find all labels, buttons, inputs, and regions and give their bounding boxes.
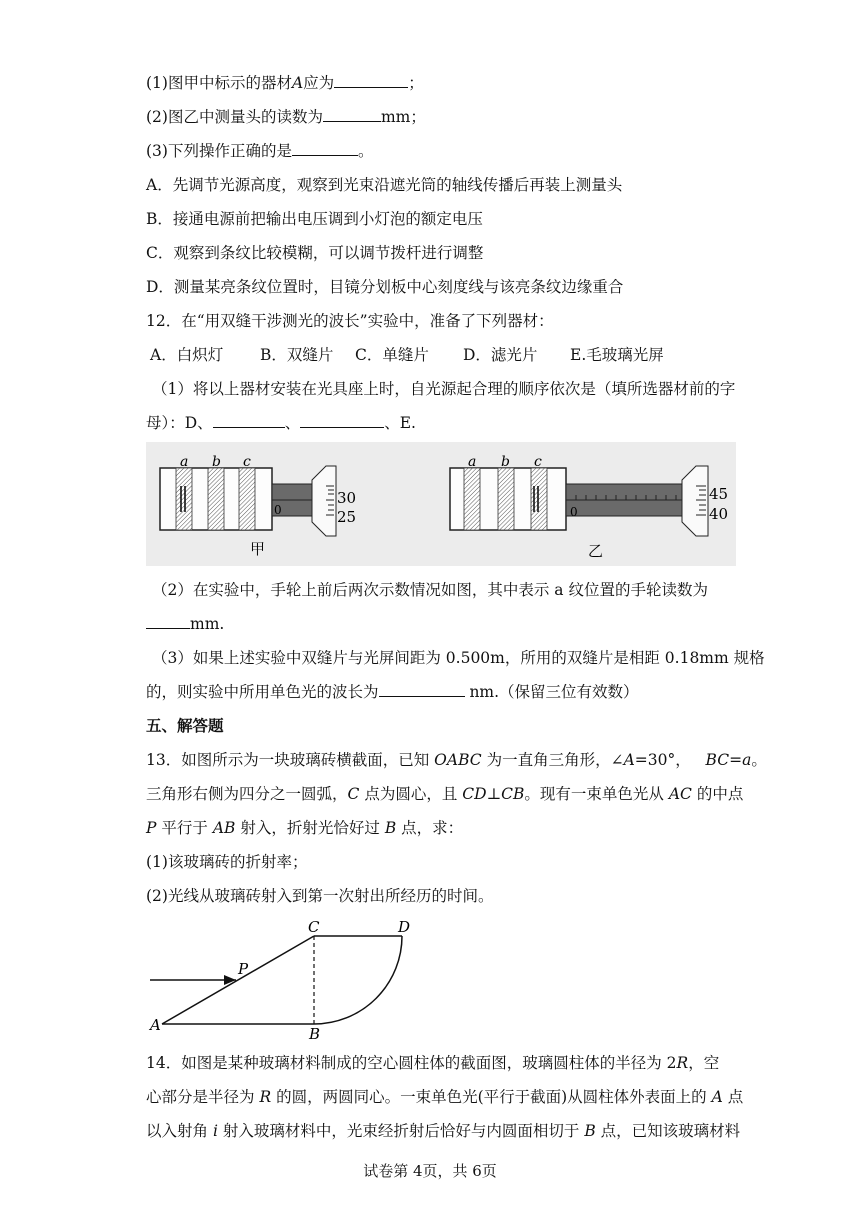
- arrow-icon: [224, 975, 236, 985]
- var-BC: BC: [705, 751, 730, 769]
- q11-sub3-text: (3)下列操作正确的是: [146, 142, 292, 160]
- sleeve-zero: 0: [274, 503, 282, 517]
- var-A: A: [291, 74, 304, 92]
- text: 。: [751, 751, 767, 769]
- point-label-P: P: [238, 960, 249, 978]
- q14-line1: [146, 1053, 719, 1073]
- var-CD: CD: [462, 785, 487, 803]
- var-R: R: [676, 1054, 689, 1072]
- section-heading: 五、解答题: [146, 717, 224, 735]
- drum-reading-bottom: 40: [709, 505, 729, 523]
- punct: 、E.: [384, 414, 416, 432]
- var-B: B: [384, 819, 397, 837]
- q11-option-d: D．测量某亮条纹位置时，目镜分划板中心刻度线与该亮条纹边缘重合: [146, 278, 624, 296]
- q12-stem: 12．在“用双缝干涉测光的波长”实验中，准备了下列器材：: [146, 312, 554, 330]
- glass-brick-figure: [146, 916, 426, 1042]
- q11-sub1: [146, 73, 424, 93]
- q12-sub3-text2: nm.（保留三位有效数）: [464, 683, 639, 701]
- q13-sub2: (2)光线从玻璃砖射入到第一次射出所经历的时间。: [146, 887, 494, 905]
- var-AC: AC: [668, 785, 692, 803]
- q11-option-b: B．接通电源前把输出电压调到小灯泡的额定电压: [146, 210, 483, 228]
- q12-item: D．滤光片: [463, 346, 538, 364]
- q11-sub3: [146, 141, 373, 161]
- q12-sub1-line1: （1）将以上器材安装在光具座上时，自光源起合理的顺序依次是（填所选器材前的字: [152, 380, 736, 398]
- q11-option-c: C．观察到条纹比较模糊，可以调节拨杆进行调整: [146, 244, 484, 262]
- fringe-label-a: a: [180, 454, 189, 470]
- unit-text: mm；: [380, 108, 426, 126]
- var-OABC: OABC: [434, 751, 482, 769]
- q13-line2: [146, 784, 743, 804]
- arc-DB: [314, 936, 402, 1024]
- text: 14．如图是某种玻璃材料制成的空心圆柱体的截面图，玻璃圆柱体的半径为 2: [146, 1054, 677, 1072]
- text: 的圆，两圆同心。一束单色光(平行于截面)从圆柱体外表面上的: [276, 1088, 707, 1106]
- text: =: [729, 751, 743, 769]
- text: 点为圆心，且: [364, 785, 458, 803]
- q11-sub2-text: (2)图乙中测量头的读数为: [146, 108, 323, 126]
- punct: 、: [284, 414, 301, 432]
- fringe-label-c: c: [243, 454, 251, 470]
- q12-sub3-line1: （3）如果上述实验中双缝片与光屏间距为 0.500m，所用的双缝片是相距 0.18mm 规格: [152, 649, 765, 667]
- text: 射入，折射光恰好过: [240, 819, 380, 837]
- text: 13．如图所示为一块玻璃砖横截面，已知: [146, 751, 430, 769]
- q13-line3: [146, 818, 463, 838]
- var-AB: AB: [212, 819, 236, 837]
- q12-item: E.毛玻璃光屏: [570, 346, 664, 364]
- q12-sub1-text: 母）：D、: [146, 414, 213, 432]
- punct: ；: [408, 74, 424, 92]
- var-P: P: [146, 819, 157, 837]
- text: 心部分是半径为: [146, 1088, 255, 1106]
- var-A: A: [711, 1088, 723, 1106]
- text: 。现有一束单色光从: [524, 785, 664, 803]
- q13-line1: [146, 750, 767, 770]
- point-label-A: A: [150, 1016, 161, 1034]
- answer-blank[interactable]: [292, 141, 358, 156]
- q12-sub1-line2: [146, 413, 416, 433]
- q11-sub1-text2: 应为: [303, 74, 335, 92]
- text: =30°，: [634, 751, 691, 769]
- fringe-label-b: b: [501, 454, 510, 470]
- text: ，空: [688, 1054, 720, 1072]
- unit-text: mm.: [190, 615, 225, 633]
- q13-sub1: (1)该玻璃砖的折射率；: [146, 853, 308, 871]
- q12-sub3-line2: [146, 682, 639, 702]
- q12-sub2-line2: [146, 614, 224, 634]
- q12-item: A．白炽灯: [150, 346, 224, 364]
- fringe-label-c: c: [534, 454, 542, 470]
- var-R: R: [259, 1088, 272, 1106]
- thimble: [312, 466, 336, 536]
- q12-sub2-line1: （2）在实验中，手轮上前后两次示数情况如图，其中表示 a 纹位置的手轮读数为: [152, 581, 708, 599]
- text: 平行于: [161, 819, 208, 837]
- fringe-label-a: a: [468, 454, 477, 470]
- answer-blank[interactable]: [146, 614, 190, 629]
- thimble: [682, 466, 708, 536]
- point-label-C: C: [308, 918, 320, 936]
- q12-sub3-text: 的，则实验中所用单色光的波长为: [146, 683, 379, 701]
- text: 三角形右侧为四分之一圆弧，: [146, 785, 348, 803]
- q14-line2: [146, 1087, 743, 1107]
- point-label-B: B: [309, 1025, 321, 1042]
- text: 射入玻璃材料中，光束经折射后恰好与内圆面相切于: [222, 1122, 580, 1140]
- fringe-label-b: b: [212, 454, 221, 470]
- var-CB: CB: [501, 785, 525, 803]
- var-C: C: [347, 785, 360, 803]
- micrometer-figures: [146, 442, 736, 566]
- q11-sub2: [146, 107, 426, 127]
- text: 以入射角: [146, 1122, 209, 1140]
- var-i: i: [212, 1122, 218, 1140]
- q11-option-a: A．先调节光源高度，观察到光束沿遮光筒的轴线传播后再装上测量头: [146, 176, 623, 194]
- answer-blank[interactable]: [323, 107, 381, 122]
- text: 点，求：: [401, 819, 464, 837]
- point-label-D: D: [398, 918, 411, 936]
- text: ⊥: [486, 785, 502, 803]
- answer-blank[interactable]: [334, 73, 408, 88]
- answer-blank[interactable]: [213, 413, 285, 428]
- q12-item: B．双缝片: [260, 346, 334, 364]
- var-A: A: [623, 751, 635, 769]
- drum-reading-bottom: 25: [337, 508, 357, 526]
- sleeve-zero: 0: [570, 505, 578, 519]
- drum-reading-top: 30: [337, 489, 357, 507]
- q11-sub1-text: (1)图甲中标示的器材: [146, 74, 292, 92]
- drum-reading-top: 45: [709, 485, 729, 503]
- q12-item: C．单缝片: [355, 346, 429, 364]
- page-footer: 试卷第 4页，共 6页: [363, 1162, 497, 1180]
- text: 的中点: [696, 785, 744, 803]
- answer-blank[interactable]: [300, 413, 384, 428]
- text: 点: [727, 1088, 744, 1106]
- answer-blank[interactable]: [379, 682, 465, 697]
- var-B: B: [584, 1122, 596, 1140]
- figure-caption-jia: 甲: [250, 540, 266, 558]
- punct: 。: [357, 142, 374, 160]
- text: 点，已知该玻璃材料: [600, 1122, 741, 1140]
- text: 为一直角三角形，∠: [486, 751, 624, 769]
- figure-caption-yi: 乙: [588, 542, 604, 560]
- var-a: a: [742, 751, 752, 769]
- q14-line3: [146, 1121, 740, 1141]
